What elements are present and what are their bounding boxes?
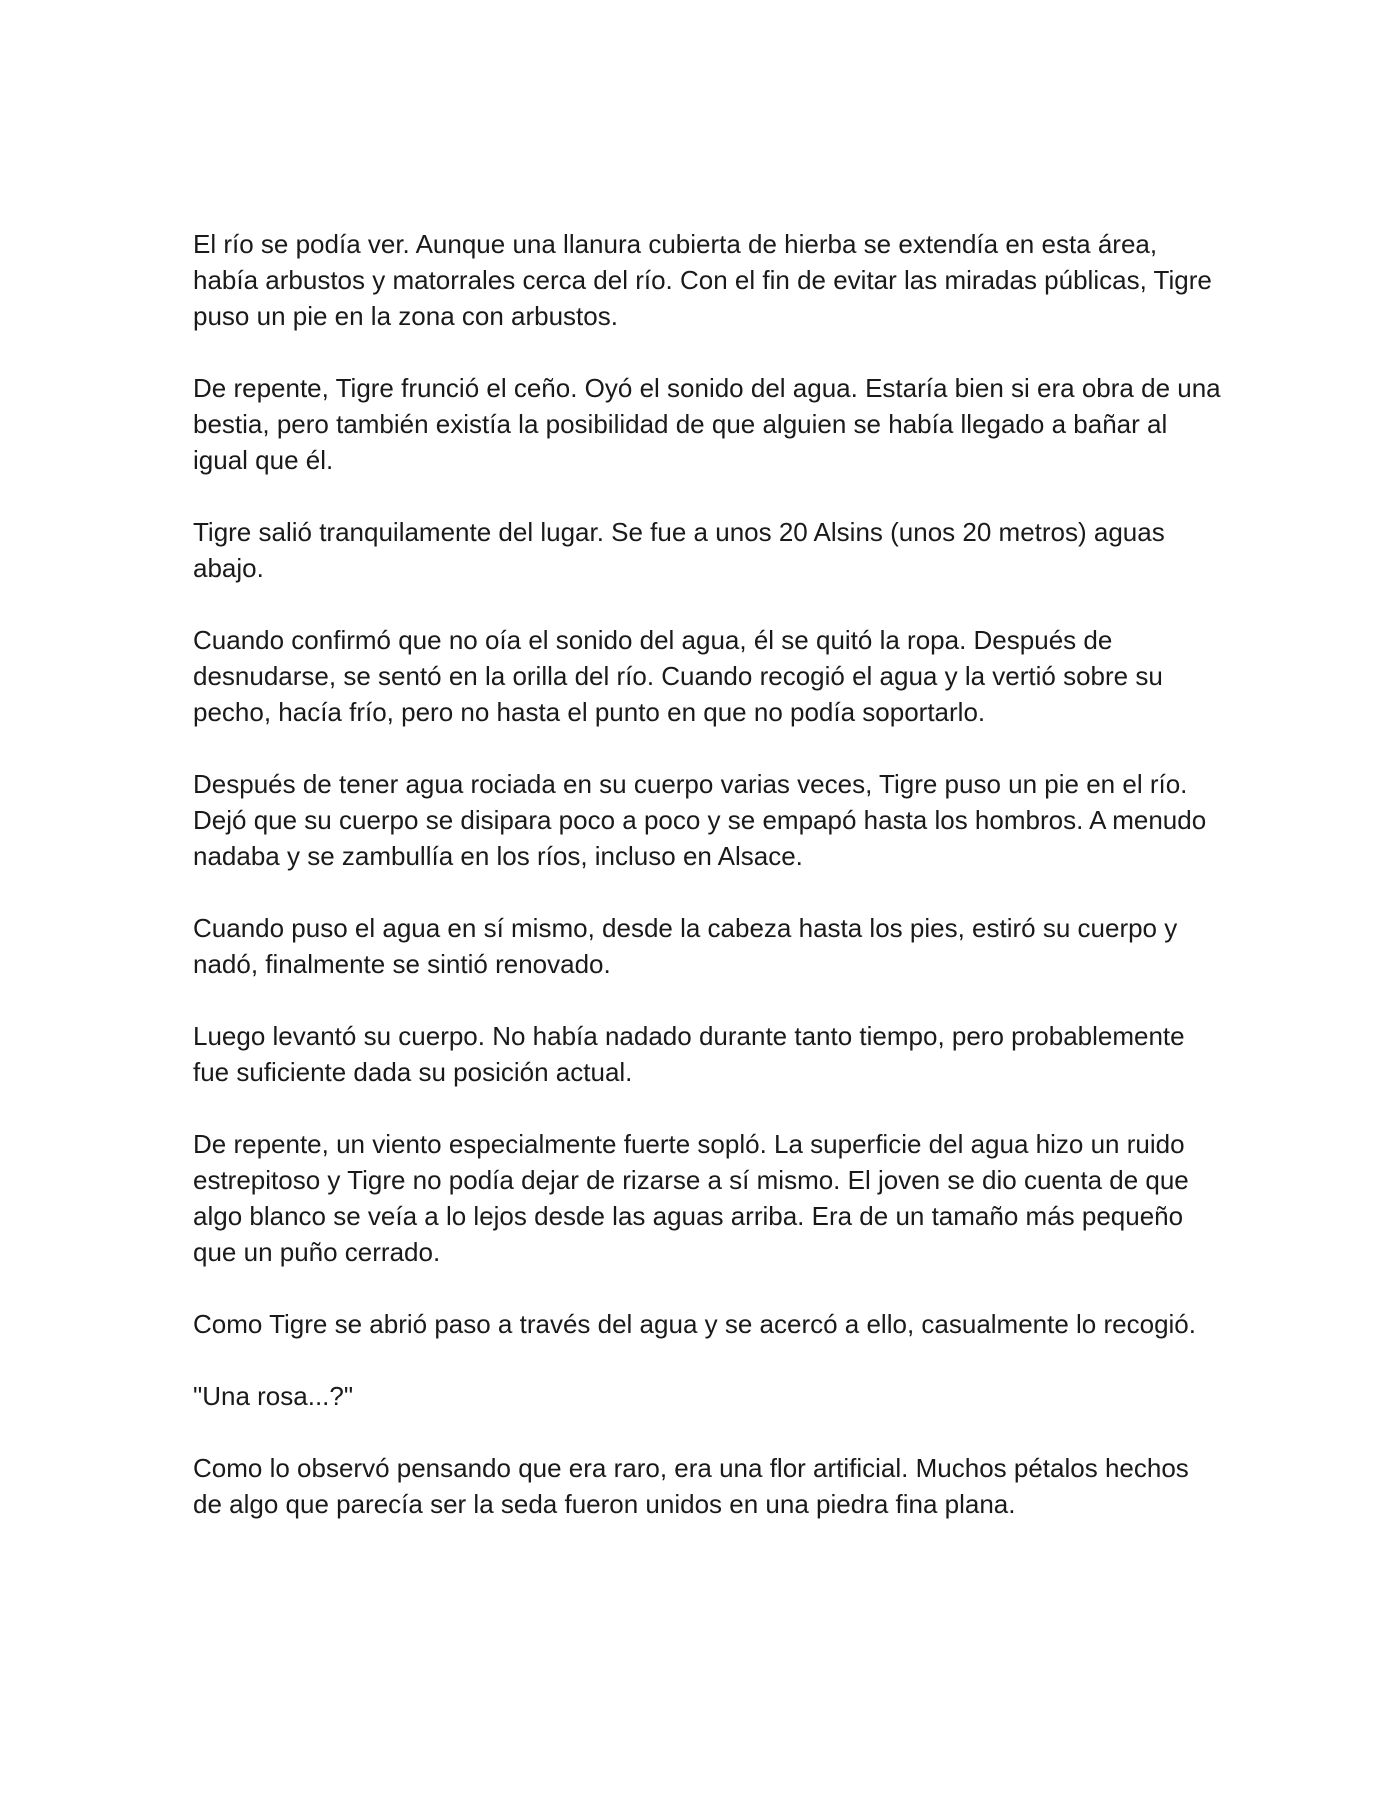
paragraph-9: Como Tigre se abrió paso a través del agua y se acercó a ello, casualmente lo recogió. <box>193 1309 1196 1339</box>
paragraph-1: El río se podía ver. Aunque una llanura cubierta de hierba se extendía en esta área, había arbustos y matorrales cerca del río. Con el fin de evitar las miradas públicas, Tigre puso un pie en la zona con arbustos. <box>193 229 1212 331</box>
paragraph-2: De repente, Tigre frunció el ceño. Oyó el sonido del agua. Estaría bien si era obra de una bestia, pero también existía la posibilidad de que alguien se había llegado a bañar al igual que él. <box>193 373 1221 475</box>
paragraph-6: Cuando puso el agua en sí mismo, desde la cabeza hasta los pies, estiró su cuerpo y nadó, finalmente se sintió renovado. <box>193 913 1178 979</box>
paragraph-4: Cuando confirmó que no oía el sonido del agua, él se quitó la ropa. Después de desnudarse, se sentó en la orilla del río. Cuando recogió el agua y la vertió sobre su pecho, hacía frío, pero no hasta el punto en que no podía soportarlo. <box>193 625 1163 727</box>
paragraph-3: Tigre salió tranquilamente del lugar. Se fue a unos 20 Alsins (unos 20 metros) aguas abajo. <box>193 517 1165 583</box>
document-body <box>193 226 1223 1558</box>
paragraph-5: Después de tener agua rociada en su cuerpo varias veces, Tigre puso un pie en el río. Dejó que su cuerpo se disipara poco a poco y se empapó hasta los hombros. A menudo nadaba y se zambullía en los ríos, incluso en Alsace. <box>193 769 1207 871</box>
paragraph-11: Como lo observó pensando que era raro, era una flor artificial. Muchos pétalos hechos de algo que parecía ser la seda fueron unidos en una piedra fina plana. <box>193 1453 1189 1519</box>
paragraph-7: Luego levantó su cuerpo. No había nadado durante tanto tiempo, pero probablemente fue suficiente dada su posición actual. <box>193 1021 1185 1087</box>
paragraph-10: "Una rosa...?" <box>193 1381 354 1411</box>
paragraph-8: De repente, un viento especialmente fuerte sopló. La superficie del agua hizo un ruido estrepitoso y Tigre no podía dejar de rizarse a sí mismo. El joven se dio cuenta de que algo blanco se veía a lo lejos desde las aguas arriba. Era de un tamaño más pequeño que un puño cerrado. <box>193 1129 1189 1267</box>
